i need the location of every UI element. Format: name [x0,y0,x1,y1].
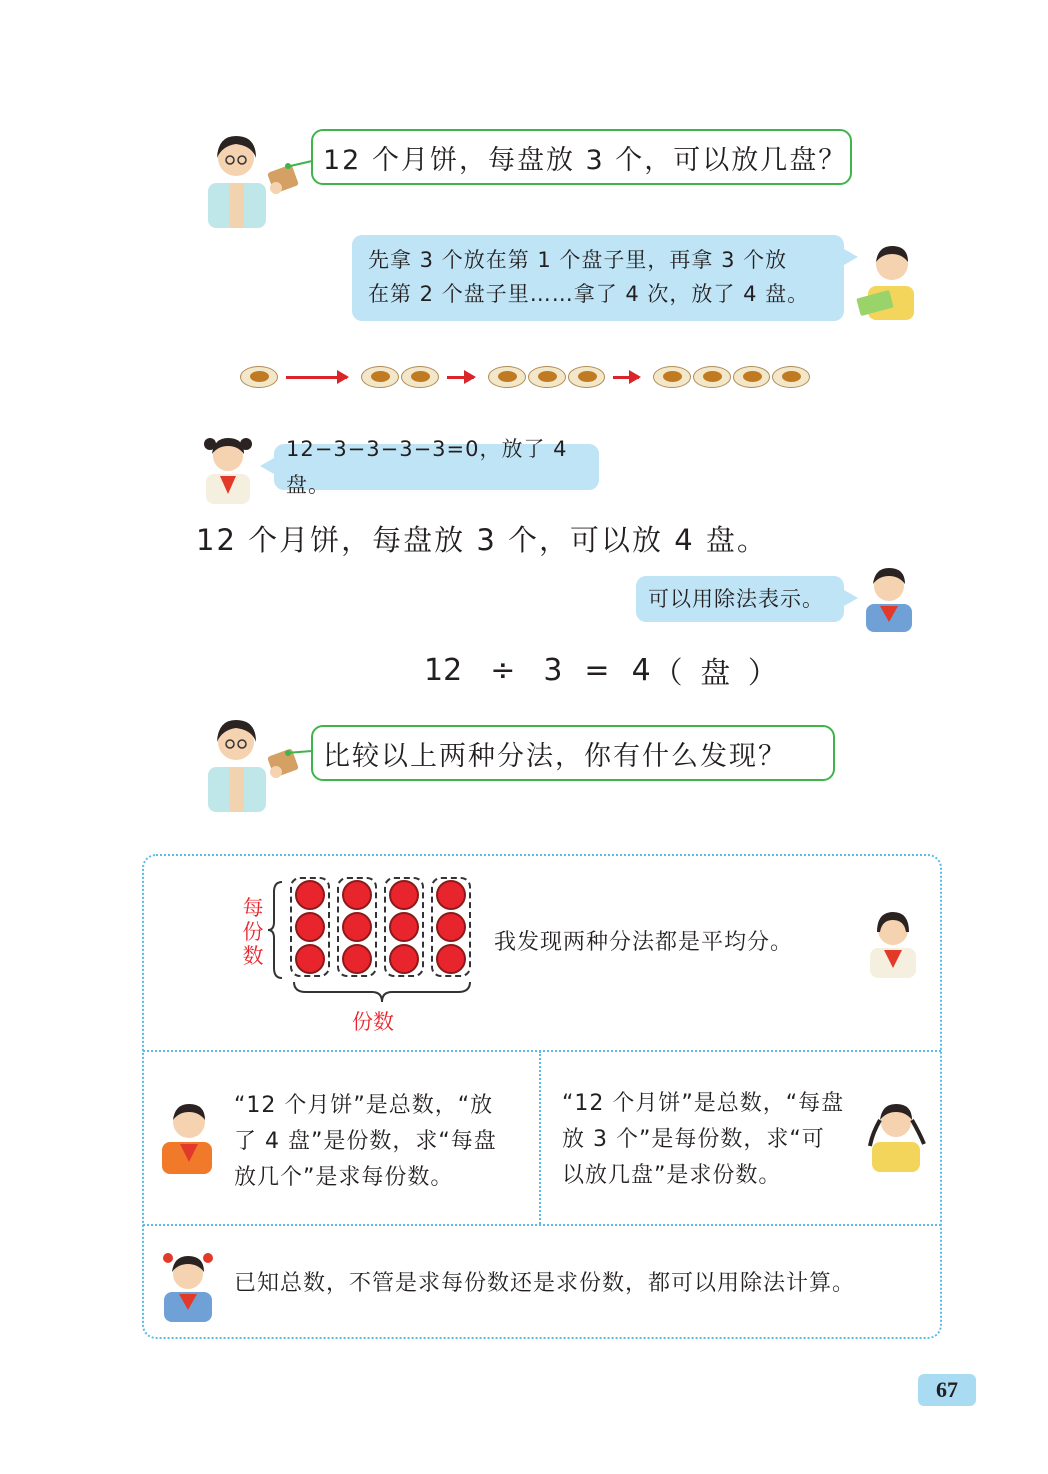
red-dot [436,912,466,942]
plates-sequence [240,364,810,390]
plate-icon [693,366,731,388]
plate-icon [528,366,566,388]
plate-icon [240,366,278,388]
boy-explain-line-2: 在第 2 个盘子里……拿了 4 次，放了 4 盘。 [368,282,810,306]
dot-grid [290,877,472,977]
red-dot [389,944,419,974]
finding-2-line: 了 4 盘”是份数，求“每盘 [234,1129,497,1154]
panel-divider [143,1224,941,1226]
side-brace [266,880,286,980]
arrow-icon [447,376,475,379]
plate-icon [488,366,526,388]
red-dot [342,912,372,942]
plate-icon [772,366,810,388]
red-dot [436,880,466,910]
red-dot [436,944,466,974]
division-hint-text: 可以用除法表示。 [648,587,824,611]
teacher-figure [190,712,300,812]
group-column [431,877,471,977]
side-label-char: 每 [242,896,264,920]
boy-figure [856,240,926,320]
red-dot [389,912,419,942]
finding-1-text: 我发现两种分法都是平均分。 [494,930,794,955]
finding-3-line: 放 3 个”是每份数，求“可 [562,1127,825,1152]
teacher-question-bubble [311,129,852,185]
girl-figure [156,1248,220,1322]
teacher-figure [190,128,300,228]
equation-result: 4 [631,652,651,688]
girl-figure [862,1098,930,1172]
teacher-question-bubble-2 [311,725,835,781]
bubble-tail [284,154,314,166]
plate-icon [361,366,399,388]
side-label-char: 数 [242,944,264,968]
red-dot [389,880,419,910]
girl-subtract-bubble [274,437,599,497]
page-number-tab [918,1374,976,1406]
equation-unit: （ 盘 ） [652,656,782,691]
plate-icon [653,366,691,388]
girl-subtract-text: 12−3−3−3−3=0，放了 4 盘。 [286,437,568,497]
equation-dividend: 12 [424,652,463,688]
boy-explain-bubble [352,235,844,321]
equation-divisor: 3 [543,652,563,688]
side-label-char: 份 [242,920,264,944]
bottom-brace [292,980,472,1006]
red-dot [295,912,325,942]
finding-3-block [562,1086,844,1194]
plate-icon [401,366,439,388]
arrow-icon [286,376,347,379]
finding-4-text: 已知总数，不管是求每份数还是求份数，都可以用除法计算。 [234,1271,856,1296]
arrow-icon [613,376,639,379]
boy-figure [156,1098,222,1174]
bottom-label-shares: 份数 [352,1010,394,1034]
plate-icon [568,366,606,388]
boy-explain-line-1: 先拿 3 个放在第 1 个盘子里，再拿 3 个放 [368,248,788,272]
teacher-question-2-text: 比较以上两种分法，你有什么发现？ [323,740,787,772]
plate-icon [733,366,771,388]
boy-figure [856,562,922,632]
red-dot [295,944,325,974]
group-column [290,877,330,977]
panel-divider [143,1050,941,1052]
group-column [337,877,377,977]
finding-2-block [234,1088,497,1196]
red-dot [342,880,372,910]
red-dot [342,944,372,974]
girl-figure [860,906,926,978]
red-dot [295,880,325,910]
division-hint-bubble [636,576,844,622]
finding-3-line: “12 个月饼”是总数，“每盘 [562,1091,845,1116]
finding-2-line: 放几个”是求每份数。 [234,1165,454,1190]
finding-3-line: 以放几盘”是求份数。 [562,1163,782,1188]
equation-equals: = [584,652,610,688]
page-number: 67 [936,1377,958,1402]
finding-2-line: “12 个月饼”是总数，“放 [234,1093,494,1118]
equation-divide-sign: ÷ [490,652,516,688]
statement-text: 12 个月饼，每盘放 3 个，可以放 4 盘。 [196,523,768,557]
side-label-per-share [238,896,268,968]
group-column [384,877,424,977]
bubble-tail [284,742,314,754]
teacher-question-text: 12 个月饼，每盘放 3 个，可以放几盘？ [323,144,848,176]
girl-figure [196,432,260,504]
division-equation [424,648,782,692]
panel-divider [539,1051,541,1224]
